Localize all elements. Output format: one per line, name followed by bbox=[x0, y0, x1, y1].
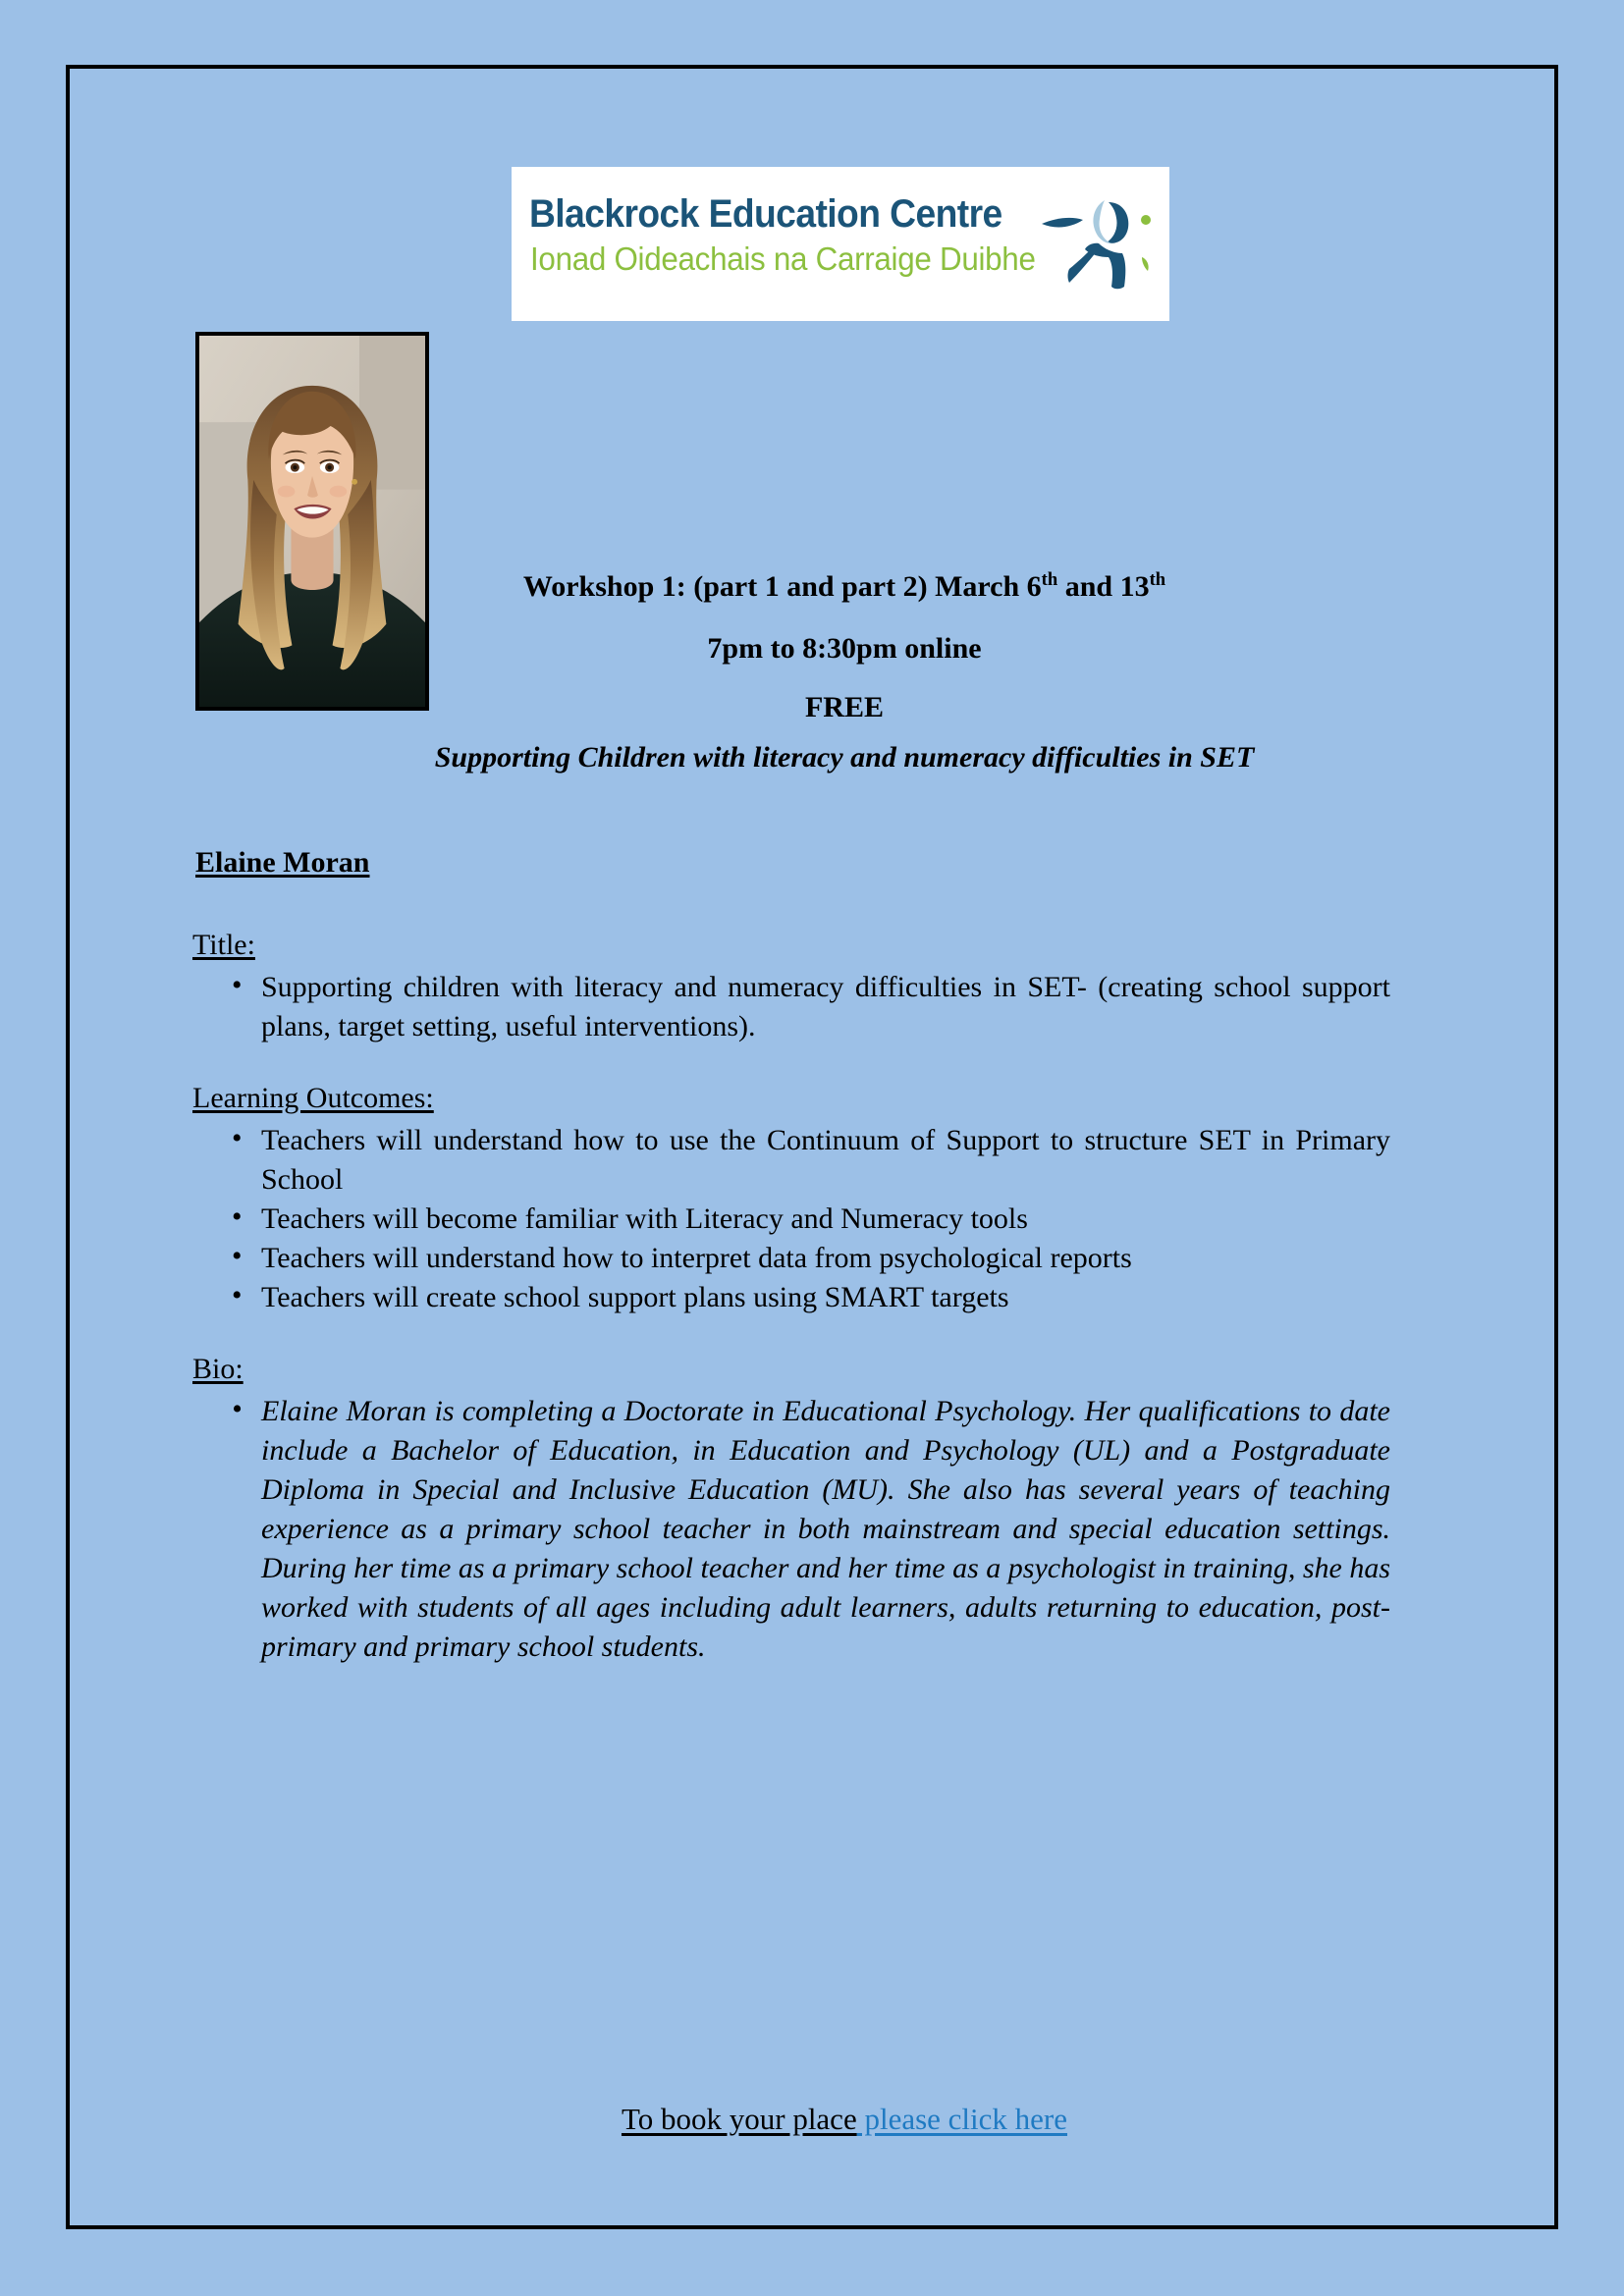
section-learning-outcomes bbox=[192, 1076, 1390, 1317]
logo-figure-icon bbox=[1040, 188, 1156, 304]
section-title-list bbox=[192, 968, 1390, 1046]
logo-title-english: Blackrock Education Centre bbox=[529, 192, 1002, 236]
workshop-time-line: 7pm to 8:30pm online bbox=[707, 632, 982, 665]
workshop-heading-block bbox=[295, 564, 1394, 778]
section-learning-outcomes-heading: Learning Outcomes: bbox=[192, 1082, 434, 1114]
list-item: • Elaine Moran is completing a Doctorate in Educational Psychology. Her qualifications to date include a Bachelor of Education, in Education and Psychology (UL) and a Postgraduate Diploma in Special and Inclusive Education (MU). She also has several years of teaching experience as a primary school teacher in both mainstream and special education settings. During her time as a primary school teacher and her time as a psychologist in training, she has worked with students of all ages including adult learners, adults returning to education, post-primary and primary school students. bbox=[192, 1392, 1390, 1667]
section-learning-outcomes-list bbox=[192, 1121, 1390, 1317]
section-bio-list bbox=[192, 1392, 1390, 1667]
booking-link[interactable]: please click here bbox=[856, 2102, 1068, 2136]
list-item: • Supporting children with literacy and numeracy difficulties in SET- (creating school support plans, target setting, useful interventions). bbox=[192, 968, 1390, 1046]
workshop-subtitle: Supporting Children with literacy and numeracy difficulties in SET bbox=[434, 741, 1255, 774]
workshop-price-line: FREE bbox=[804, 691, 884, 723]
section-title-heading: Title: bbox=[192, 929, 255, 961]
presenter-name: Elaine Moran bbox=[195, 846, 370, 879]
workshop-details bbox=[192, 923, 1390, 1667]
list-item: • Teachers will become familiar with Literacy and Numeracy tools bbox=[192, 1200, 1390, 1239]
blackrock-education-centre-logo bbox=[512, 167, 1169, 321]
logo-title-irish: Ionad Oideachais na Carraige Duibhe bbox=[530, 240, 1036, 277]
section-bio-heading: Bio: bbox=[192, 1353, 244, 1385]
list-item: • Teachers will create school support plans using SMART targets bbox=[192, 1278, 1390, 1317]
booking-line bbox=[295, 2100, 1394, 2139]
section-title bbox=[192, 923, 1390, 1046]
list-item: • Teachers will understand how to use the Continuum of Support to structure SET in Primary School bbox=[192, 1121, 1390, 1200]
section-bio bbox=[192, 1347, 1390, 1667]
list-item: • Teachers will understand how to interpret data from psychological reports bbox=[192, 1239, 1390, 1278]
booking-lead-text: To book your place bbox=[621, 2102, 857, 2136]
workshop-date-line: Workshop 1: (part 1 and part 2) March 6th and 13th bbox=[522, 569, 1166, 603]
